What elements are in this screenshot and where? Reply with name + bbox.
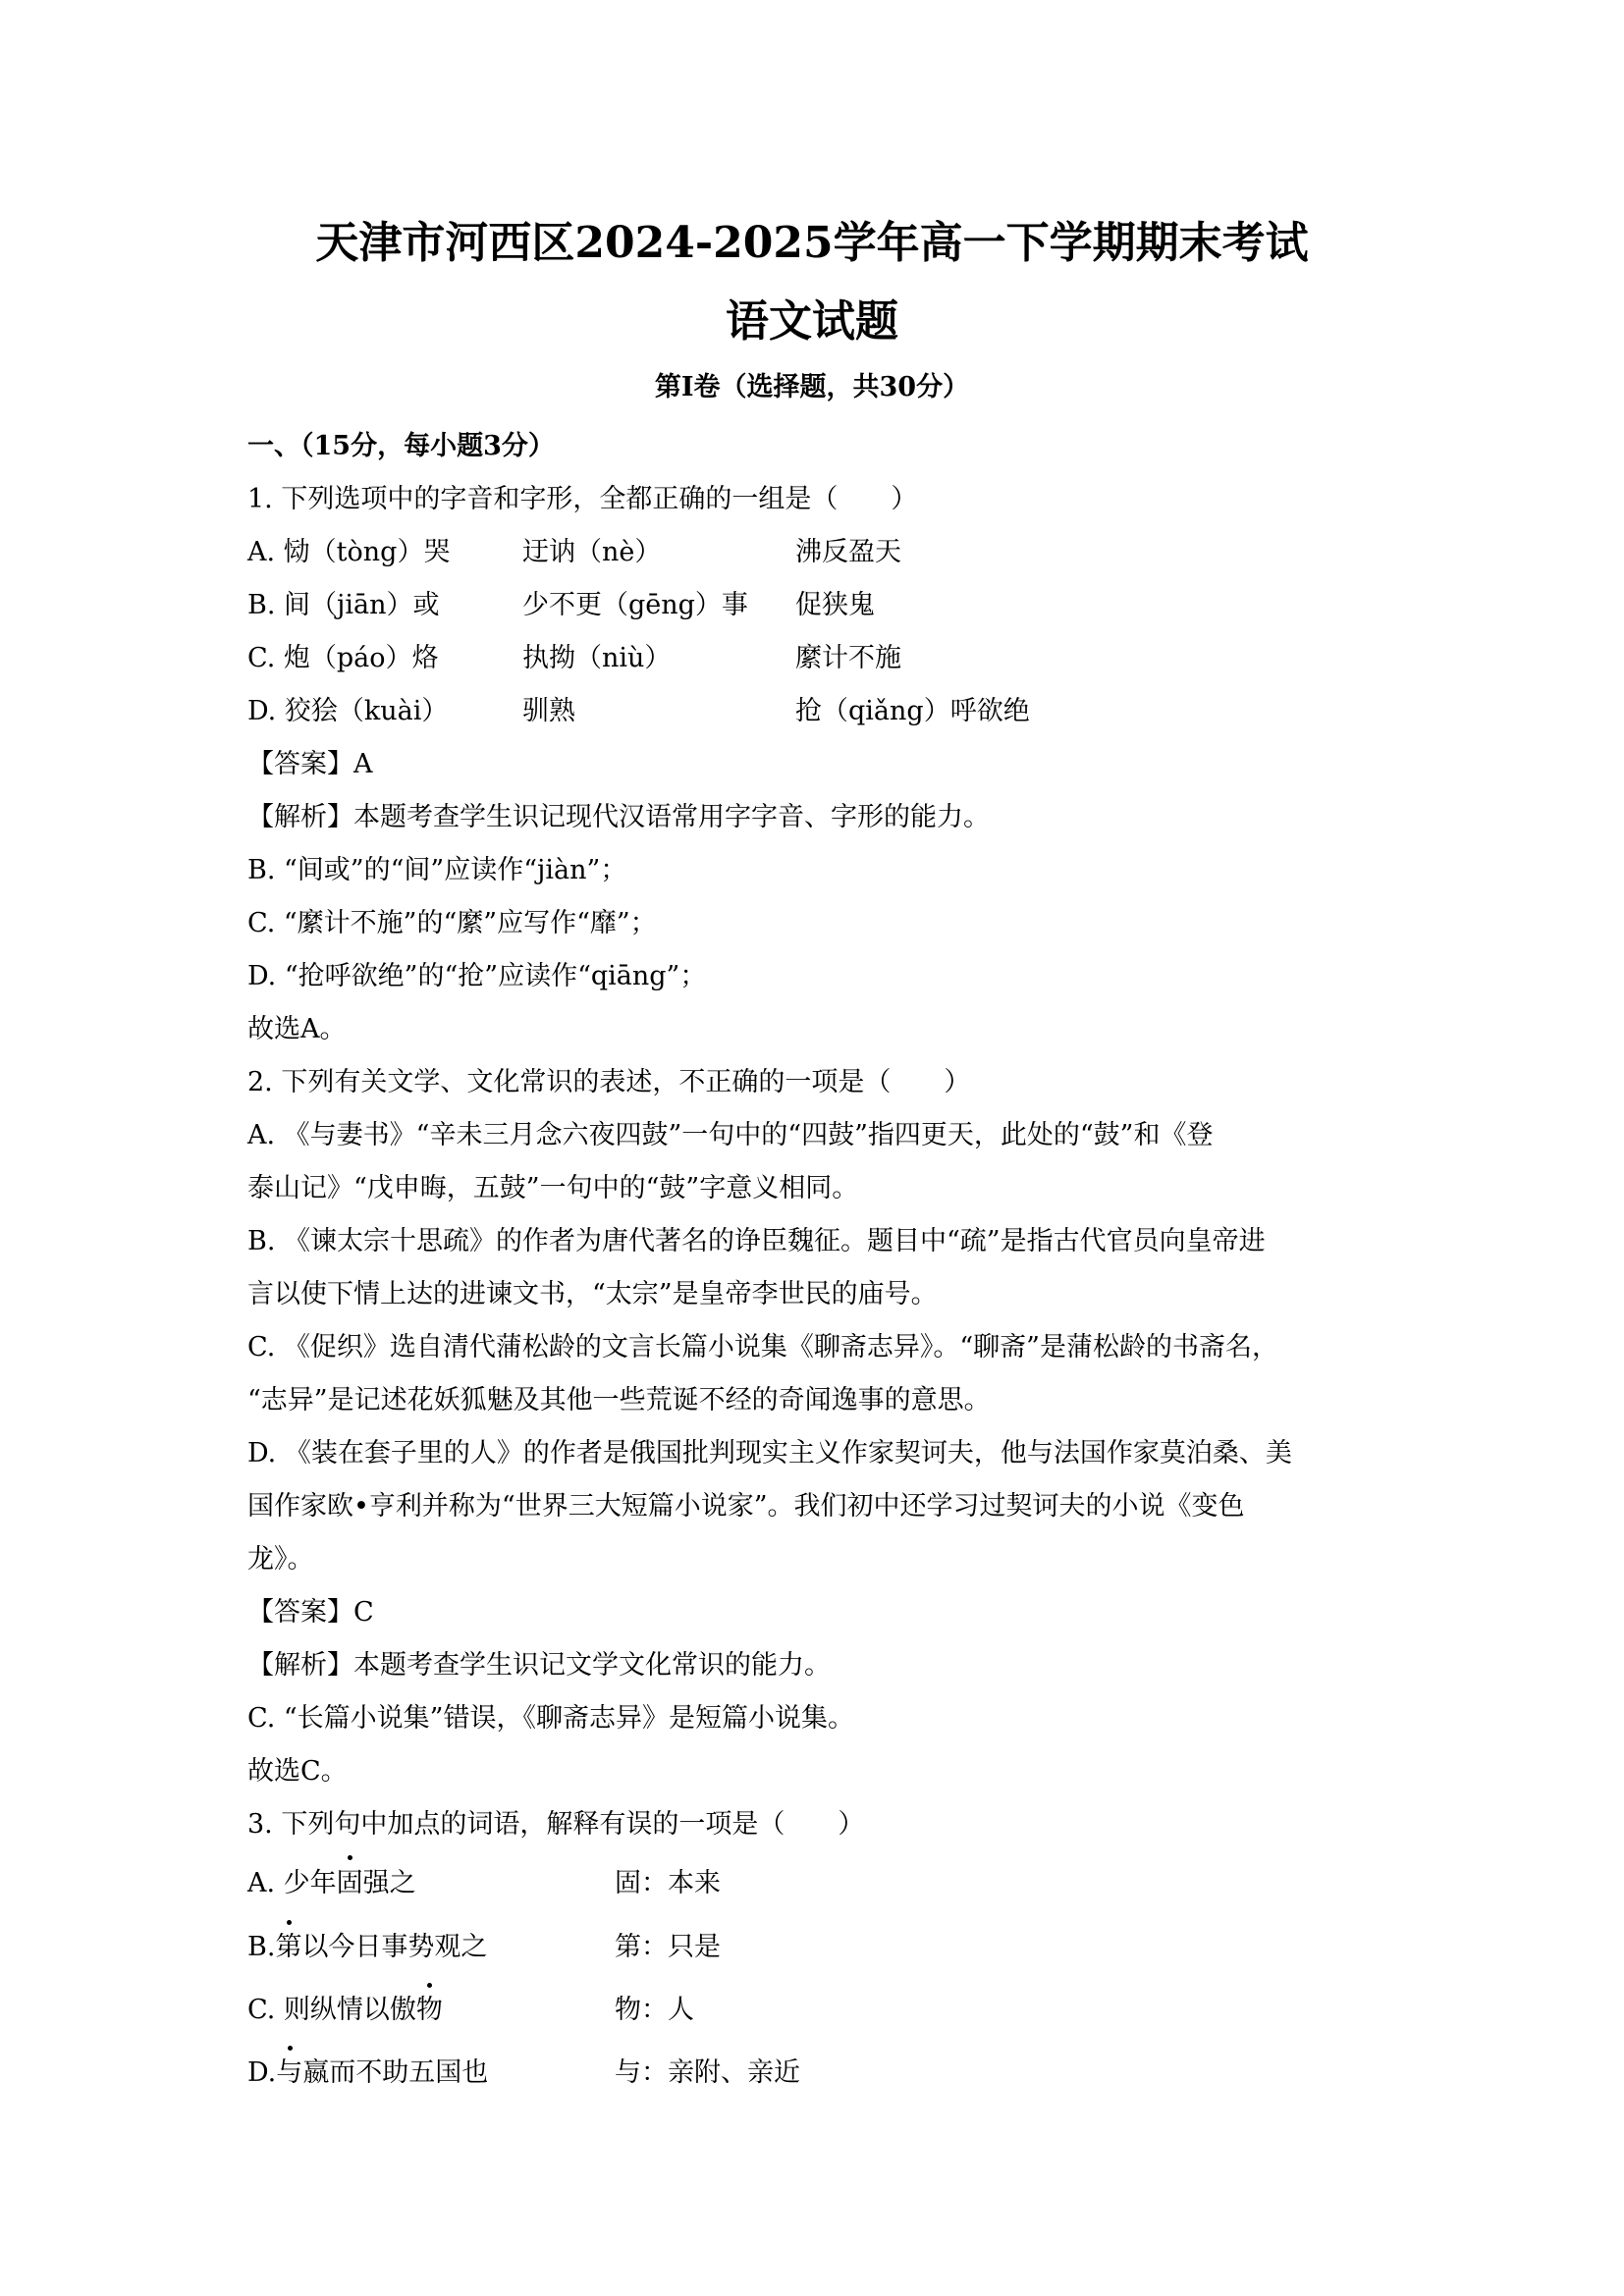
option-sentence xyxy=(247,1851,615,1916)
emphasized-character: 第 xyxy=(275,1916,301,1979)
option-item: C. 炮（páo）烙 xyxy=(247,643,439,673)
question-text-line: A. 《与妻书》“辛未三月念六夜四鼓”一句中的“四鼓”指四更天，此处的“鼓”和《登 xyxy=(247,1120,1214,1150)
question-text-line: “志异”是记述花妖狐魅及其他一些荒诞不经的奇闻逸事的意思。 xyxy=(247,1385,991,1415)
exam-content xyxy=(247,420,1406,2105)
option-item: D. 狡狯（kuài） xyxy=(247,696,449,726)
sentence-prefix: C. 则纵情以傲 xyxy=(247,1995,416,2025)
option-item: 抢（qiǎng）呼欲绝 xyxy=(795,696,1030,726)
question-text-line: 龙》。 xyxy=(247,1544,314,1575)
option-explanation: 固：本来 xyxy=(615,1868,721,1898)
option-sentence xyxy=(247,1979,615,2042)
analysis-line: 故选A。 xyxy=(247,1014,347,1044)
option-c xyxy=(247,632,1406,685)
sentence-suffix: 强之 xyxy=(362,1868,416,1898)
emphasized-character: 与 xyxy=(276,2042,302,2105)
option-a xyxy=(247,526,1406,579)
answer-line: 【答案】C xyxy=(247,1597,374,1628)
answer-line: 【答案】A xyxy=(247,749,373,779)
question-text-line: B. 《谏太宗十思疏》的作者为唐代著名的诤臣魏征。题目中“疏”是指古代官员向皇帝进 xyxy=(247,1226,1266,1256)
question-stem: 3. 下列句中加点的词语，解释有误的一项是（ ） xyxy=(247,1809,865,1840)
option-item: A. 恸（tòng）哭 xyxy=(247,537,451,567)
option-item: 少不更（gēng）事 xyxy=(522,590,748,620)
option-item: 驯熟 xyxy=(522,696,575,726)
analysis-line: C. “縻计不施”的“縻”应写作“靡”； xyxy=(247,908,657,938)
option-item: 縻计不施 xyxy=(795,643,901,673)
option-explanation: 第：只是 xyxy=(615,1932,721,1962)
question-stem: 2. 下列有关文学、文化常识的表述，不正确的一项是（ ） xyxy=(247,1067,971,1097)
option-list xyxy=(247,526,1406,738)
option-b xyxy=(247,1916,1406,1979)
sentence-prefix: B. xyxy=(247,1932,276,1962)
analysis-line: D. “抢呼欲绝”的“抢”应读作“qiāng”； xyxy=(247,961,707,991)
question-1 xyxy=(247,473,1406,1056)
option-item: B. 间（jiān）或 xyxy=(247,590,440,620)
option-d xyxy=(247,685,1406,738)
volume-heading: 第Ⅰ卷（选择题，共30分） xyxy=(654,372,970,402)
question-text-line: 国作家欧•亨利并称为“世界三大短篇小说家”。我们初中还学习过契诃夫的小说《变色 xyxy=(247,1491,1245,1522)
sentence-suffix: 以今日事势观之 xyxy=(301,1932,488,1962)
question-text-line: 言以使下情上达的进谏文书，“太宗”是皇帝李世民的庙号。 xyxy=(247,1279,938,1309)
question-text-line: D. 《装在套子里的人》的作者是俄国批判现实主义作家契诃夫，他与法国作家莫泊桑、美 xyxy=(247,1438,1292,1468)
sentence-prefix: D. xyxy=(247,2057,277,2088)
subject-title: 语文试题 xyxy=(726,296,898,347)
analysis-line: 【解析】本题考查学生识记文学文化常识的能力。 xyxy=(247,1650,831,1681)
analysis-line: 【解析】本题考查学生识记现代汉语常用字字音、字形的能力。 xyxy=(247,802,990,832)
option-sentence xyxy=(247,2042,615,2105)
option-item: 执拗（niù） xyxy=(522,643,672,673)
emphasized-character: 固 xyxy=(337,1851,363,1916)
option-explanation: 与：亲附、亲近 xyxy=(615,2057,800,2088)
option-item: 迂讷（nè） xyxy=(522,537,662,567)
option-item: 沸反盈天 xyxy=(795,537,901,567)
sentence-prefix: A. 少年 xyxy=(247,1868,337,1898)
section-heading: 一、（15分，每小题3分） xyxy=(247,431,555,461)
question-text-line: 泰山记》“戊申晦，五鼓”一句中的“鼓”字意义相同。 xyxy=(247,1173,859,1203)
analysis-line: 故选C。 xyxy=(247,1756,348,1787)
option-explanation: 物：人 xyxy=(615,1995,694,2025)
question-text-line: C. 《促织》选自清代蒲松龄的文言长篇小说集《聊斋志异》。“聊斋”是蒲松龄的书斋名， xyxy=(247,1332,1278,1362)
question-2 xyxy=(247,1056,1406,1798)
question-3 xyxy=(247,1798,1406,2105)
analysis-line: B. “间或”的“间”应读作“jiàn”； xyxy=(247,855,627,885)
emphasized-character: 物 xyxy=(416,1979,443,2042)
option-c xyxy=(247,1979,1406,2042)
sentence-suffix: 嬴而不助五国也 xyxy=(302,2057,489,2088)
question-stem: 1. 下列选项中的字音和字形，全都正确的一组是（ ） xyxy=(247,484,918,514)
option-item: 促狭鬼 xyxy=(795,590,875,620)
option-list xyxy=(247,1851,1406,2105)
exam-title: 天津市河西区2024-2025学年高一下学期期末考试 xyxy=(315,218,1309,268)
option-sentence xyxy=(247,1916,615,1979)
analysis-line: C. “长篇小说集”错误，《聊斋志异》是短篇小说集。 xyxy=(247,1703,854,1734)
option-d xyxy=(247,2042,1406,2105)
option-b xyxy=(247,579,1406,632)
option-a xyxy=(247,1851,1406,1916)
